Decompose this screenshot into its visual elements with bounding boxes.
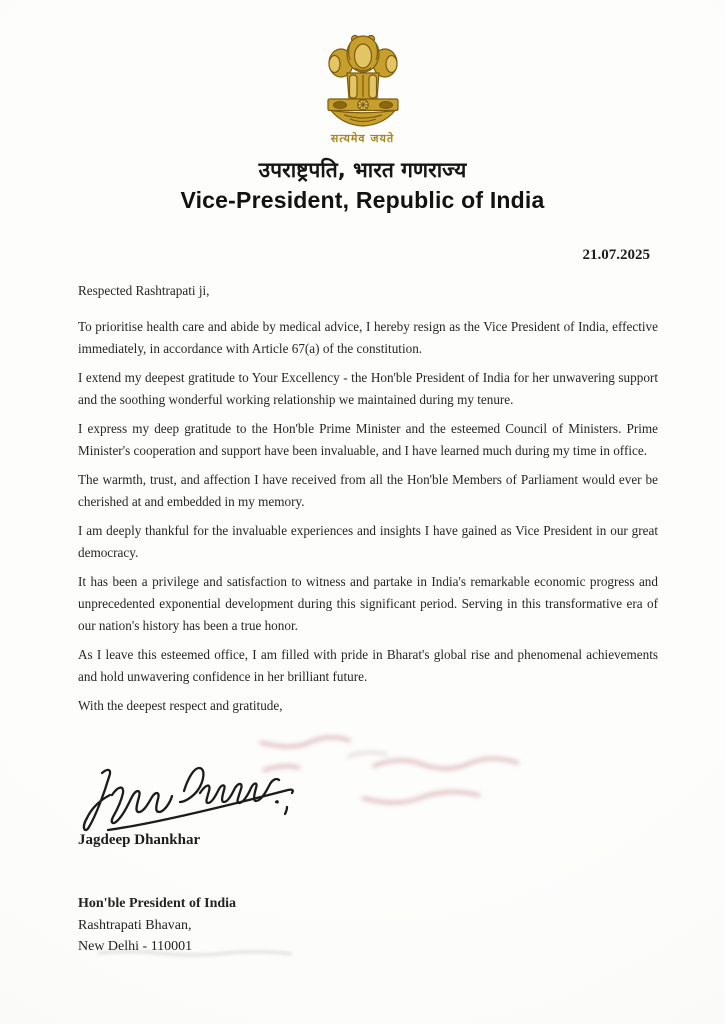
recipient-block [78, 893, 236, 958]
letter-paragraph: As I leave this esteemed office, I am filled with pride in Bharat's global rise and phenomenal achievements and hold unwavering confidence in her brilliant future. [78, 647, 658, 684]
signature-handwriting [80, 757, 315, 842]
signature-name: Jagdeep Dhankhar [78, 832, 201, 848]
letter-date: 21.07.2025 [582, 247, 650, 263]
letterhead [0, 30, 725, 214]
recipient-address-line: New Delhi - 110001 [78, 939, 193, 954]
closing-line: With the deepest respect and gratitude, [78, 698, 283, 713]
recipient-address-line: Rashtrapati Bhavan, [78, 917, 192, 933]
letter-paragraph: The warmth, trust, and affection I have received from all the Hon'ble Members of Parliament would ever be cherished at and embedded in my memory. [78, 472, 658, 509]
letter-paragraph: I express my deep gratitude to the Hon'ble Prime Minister and the esteemed Council of Ministers. Prime Minister's cooperation and support have been invaluable, and I have learned much during my time in office. [78, 421, 658, 458]
masthead-title-devanagari: उपराष्ट्रपति, भारत गणराज्य [258, 158, 467, 182]
letter-paragraph: I am deeply thankful for the invaluable experiences and insights I have gained as Vice President in our great democracy. [78, 523, 658, 560]
recipient-name: Hon'ble President of India [78, 896, 237, 911]
letter-paragraph: I extend my deepest gratitude to Your Excellency - the Hon'ble President of India for her unwavering support and the soothing wonderful working relationship we maintained during my tenure. [78, 370, 658, 407]
letter-paragraph: To prioritise health care and abide by medical advice, I hereby resign as the Vice President of India, effective immediately, in accordance with Article 67(a) of the constitution. [78, 319, 658, 356]
state-emblem-icon [0, 30, 725, 130]
salutation: Respected Rashtrapati ji, [78, 283, 210, 298]
letter-paragraph: It has been a privilege and satisfaction to witness and partake in India's remarkable economic progress and unprecedented exponential development during this significant period. Serving in this transformative era of our nation's history has been a true honor. [78, 574, 658, 633]
letter-body [78, 280, 658, 724]
emblem-motto: सत्यमेव जयते [330, 132, 395, 145]
masthead-title-english: Vice-President, Republic of India [180, 187, 545, 213]
